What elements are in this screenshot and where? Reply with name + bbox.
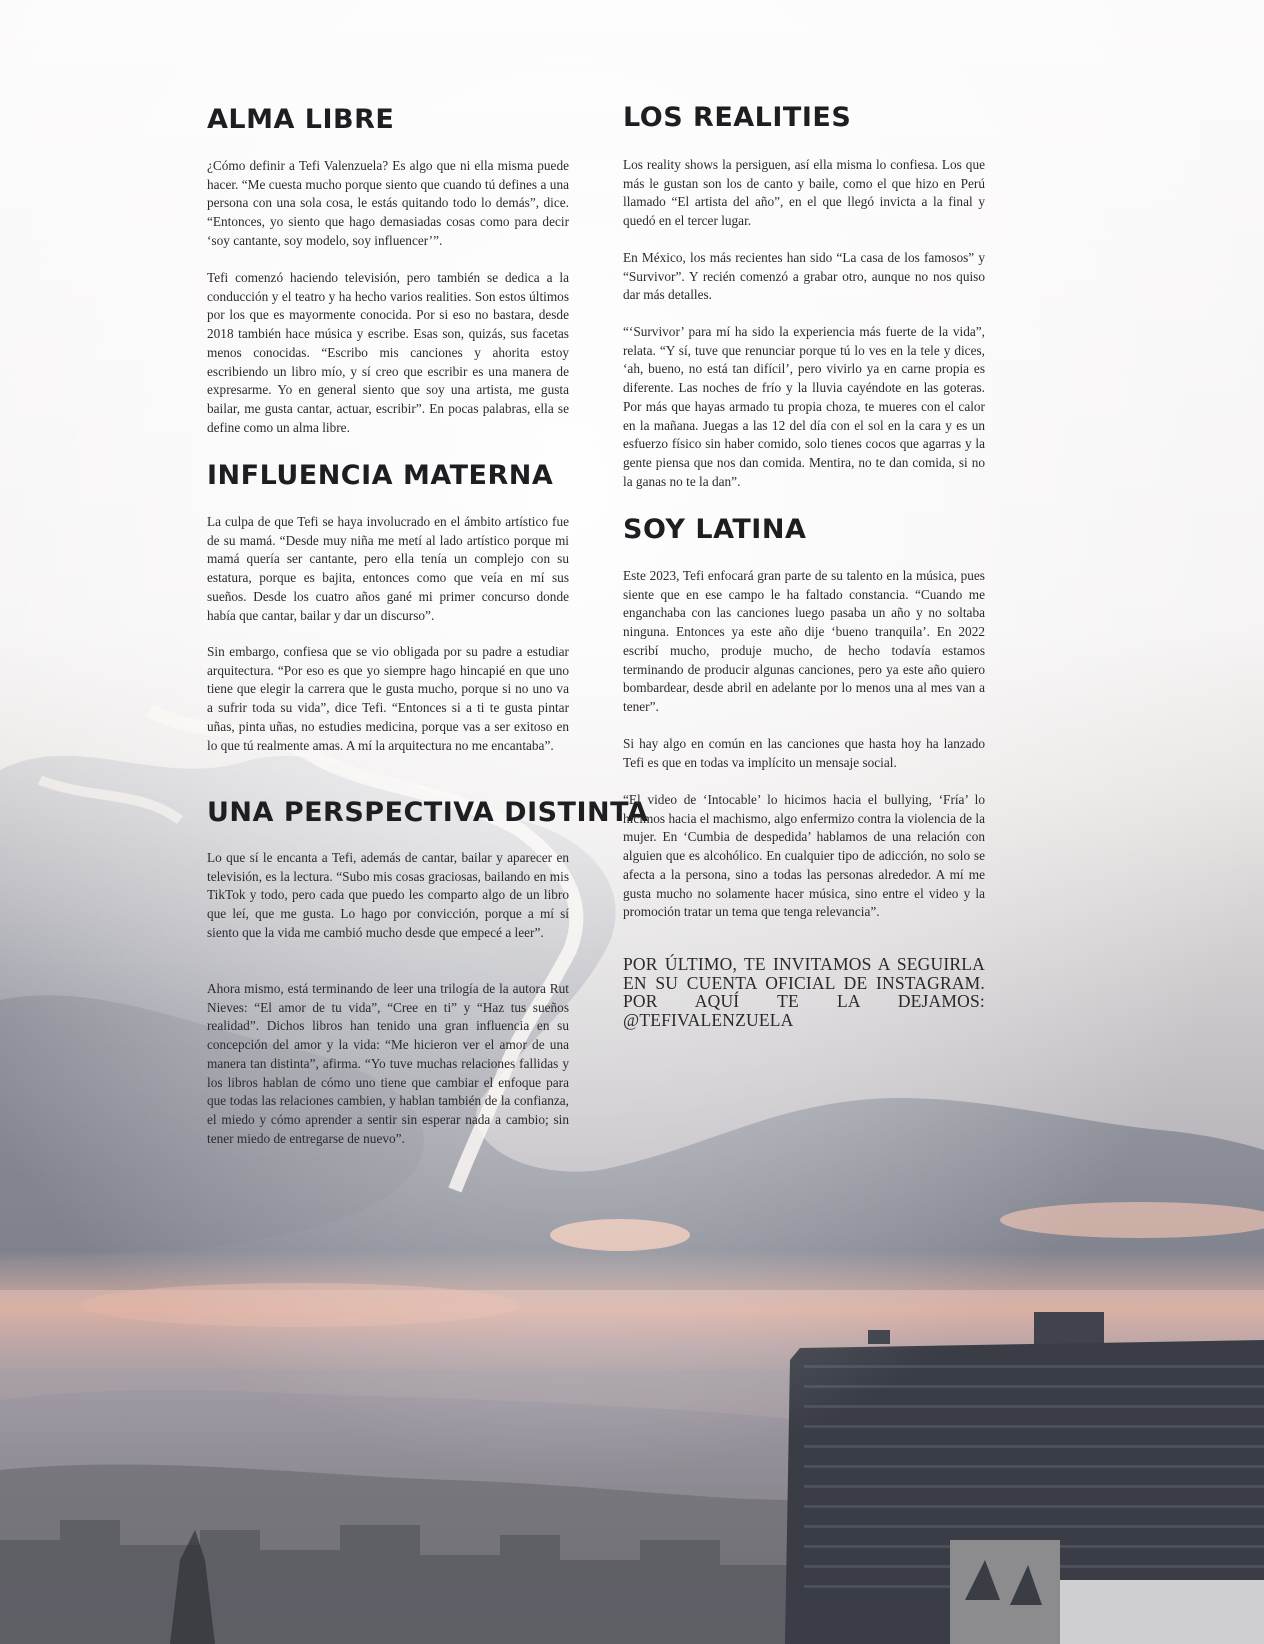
paragraph: Sin embargo, confiesa que se vio obligada por su padre a estudiar arquitectura. “Por eso es que yo siempre hago hincapié en que uno tiene que elegir la carrera que le gusta mucho, porque si no uno va a sufrir toda su vida”, dice Tefi. “Entonces si a ti te gusta pintar uñas, pinta uñas, no estudies medicina, porque vas a ser exitoso en lo que tú realmente amas. A mí la arquitectura no me encantaba”. <box>207 644 569 753</box>
paragraph: “El video de ‘Intocable’ lo hicimos hacia el bullying, ‘Fría’ lo hicimos hacia el machismo, algo enfermizo contra la violencia de la mujer. En ‘Cumbia de despedida’ hablamos de una relación con alguien que es alcohólico. En cualquier tipo de adicción, no solo se afecta a la persona, sino a todas las personas alrededor. A mí me gusta mucho no solamente hacer música, sino entre el video y la promoción tratar un tema que tenga relevancia”. <box>623 792 985 920</box>
section-heading-soy-latina: SOY LATINA <box>623 514 807 545</box>
paragraph: Este 2023, Tefi enfocará gran parte de su talento en la música, pues siente que en ese campo le ha faltado constancia. “Cuando me enganchaba con las canciones luego pasaba un año y no soltaba ninguna. Entonces ya este año dije ‘bueno tranquila’. En 2022 escribí mucho, produje mucho, de hecho todavía estamos terminando de producir algunas canciones, pero ya este año quiero bombardear, desde abril en adelante por lo menos una al mes van a tener”. <box>623 568 985 714</box>
closing-instagram-note: POR ÚLTIMO, TE INVITAMOS A SEGUIRLA EN SU CUENTA OFICIAL DE INSTAGRAM. POR AQUÍ TE LA DEJAMOS: @TEFIVALENZUELA <box>623 954 985 1030</box>
section-heading-influencia-materna: INFLUENCIA MATERNA <box>207 460 554 491</box>
paragraph: ¿Cómo definir a Tefi Valenzuela? Es algo que ni ella misma puede hacer. “Me cuesta mucho porque siento que cuando tú defines a una persona con una sola cosa, le estás quitando todo lo demás”, dice. “Entonces, yo siento que hago demasiadas cosas como para decir ‘soy cantante, soy modelo, soy influencer’”. <box>207 158 569 248</box>
paragraph: Lo que sí le encanta a Tefi, además de cantar, bailar y aparecer en televisión, es la lectura. “Subo mis cosas graciosas, bailando en mis TikTok y todo, pero cada que puedo les comparto algo de un libro que leí, que me gusta. Lo hago por convicción, porque a mí sí siento que la vida me cambió mucho desde que empecé a leer”. <box>207 850 569 940</box>
paragraph: Los reality shows la persiguen, así ella misma lo confiesa. Los que más le gustan son los de canto y baile, como el que hizo en Perú llamado “El artista del año”, en el que llegó invicta a la final y quedó en el tercer lugar. <box>623 157 985 229</box>
section-heading-una-perspectiva-distinta: UNA PERSPECTIVA DISTINTA <box>207 797 649 828</box>
paragraph: Tefi comenzó haciendo televisión, pero también se dedica a la conducción y el teatro y ha hecho varios realities. Son estos últimos por los que es mayormente conocida. Por si eso no bastara, desde 2018 también hace música y escribe. Esas son, quizás, sus facetas menos conocidas. “Escribo mis canciones y ahorita estoy escribiendo un libro mío, y sí creo que escribir es una manera de expresarme. Yo en general siento que soy una artista, me gusta bailar, me gusta cantar, actuar, escribir”. En pocas palabras, ella se define como un alma libre. <box>207 270 569 435</box>
section-heading-alma-libre: ALMA LIBRE <box>207 104 395 135</box>
paragraph: “‘Survivor’ para mí ha sido la experiencia más fuerte de la vida”, relata. “Y sí, tuve que renunciar porque tú lo ves en la tele y dices, ‘ah, bueno, no está tan difícil’, pero vivirlo ya en carne propia es diferente. Las noches de frío y la lluvia cayéndote en las goteras. Por más que hayas armado tu propia choza, te mueres con el calor en la mañana. Juegas a las 12 del día con el sol en la cara y es un esfuerzo físico sin haber comido, solo tienes cocos que agarras y la gente piensa que nos dan comida. Mentira, no te dan comida, si no la ganas no te la dan”. <box>623 324 985 489</box>
paragraph: Ahora mismo, está terminando de leer una trilogía de la autora Rut Nieves: “El amor de tu vida”, “Cree en ti” y “Haz tus sueños realidad”. Dichos libros han tenido una gran influencia en su concepción del amor y la vida: “Me hicieron ver el amor de una manera tan distinta”, afirma. “Yo tuve muchas relaciones fallidas y los libros hablan de cómo uno tiene que cambiar el enfoque para que todas las relaciones cambien, y hablan también de la confianza, el miedo y cómo aprender a sentir sin esperar nada a cambio; sin tener miedo de entregarse de nuevo”. <box>207 981 569 1146</box>
paragraph: Si hay algo en común en las canciones que hasta hoy ha lanzado Tefi es que en todas va implícito un mensaje social. <box>623 736 985 770</box>
section-heading-los-realities: LOS REALITIES <box>623 102 852 133</box>
paragraph: En México, los más recientes han sido “La casa de los famosos” y “Survivor”. Y recién comenzó a grabar otro, aunque no nos quiso dar más detalles. <box>623 250 985 303</box>
paragraph: La culpa de que Tefi se haya involucrado en el ámbito artístico fue de su mamá. “Desde muy niña me metí al lado artístico porque mi mamá quería ser cantante, pero ella tenía un complejo con su estatura, porque es bajita, entonces como que veía en mí sus sueños. Desde los cuatro años gané mi primer concurso donde había que cantar, bailar y dar un discurso”. <box>207 514 569 623</box>
